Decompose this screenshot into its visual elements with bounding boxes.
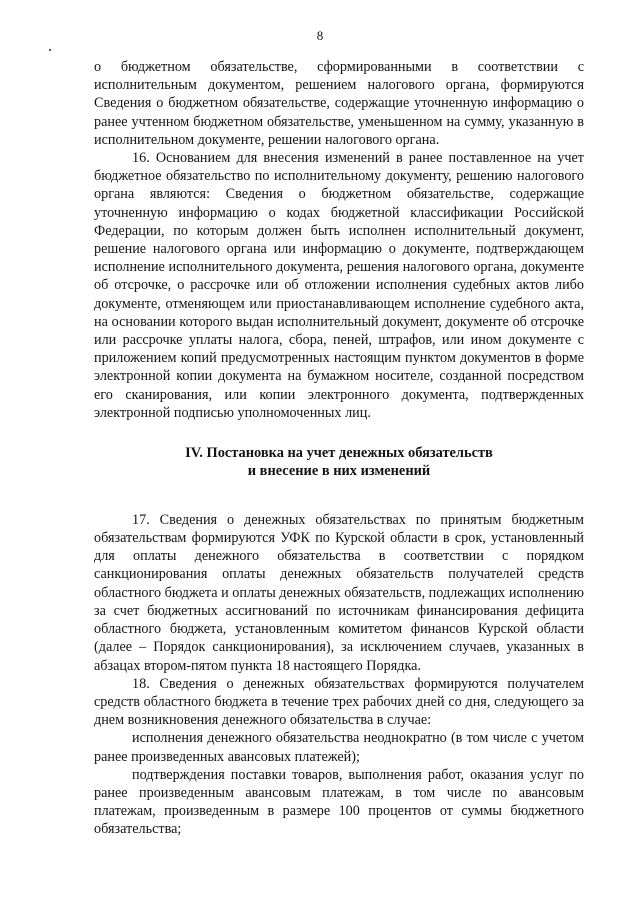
page-number: 8: [316, 28, 324, 43]
paragraph-continuation: о бюджетном обязательстве, сформированными в соответствии с исполнительным документом, решением налогового органа, формируются Сведения о бюджетном обязательстве, содержащие уточненную информацию о ранее учтенном бюджетном обязательстве, уменьшенном на сумму, указанную в исполнительном документе, решении налогового органа.: [94, 59, 584, 148]
section-heading: [94, 444, 584, 481]
paragraph-18-item-1: исполнения денежного обязательства неоднократно (в том числе с учетом ранее произведенных авансовых платежей);: [94, 730, 584, 765]
paragraph-18: 18. Сведения о денежных обязательствах формируются получателем средств областного бюджета в течение трех рабочих дней со дня, следующего за днем возникновения денежного обязательства в случае:: [94, 675, 584, 729]
section-heading-line-1: IV. Постановка на учет денежных обязательств: [185, 445, 493, 462]
section-heading-line-2: и внесение в них изменений: [247, 463, 431, 480]
paragraph-17: 17. Сведения о денежных обязательствах по принятым бюджетным обязательствам формируются УФК по Курской области в срок, установленный для оплаты денежного обязательства в соответствии с порядком санкционирования оплаты денежных обязательств получателей средств областного бюджета и оплаты денежных обязательств, подлежащих исполнению за счет бюджетных ассигнований по источникам финансирования дефицита областного бюджета, установленным комитетом финансов Курской области (далее – Порядок санкционирования), за исключением случаев, указанных в абзацах втором-пятом пункта 18 настоящего Порядка.: [94, 511, 584, 674]
paragraph-16: 16. Основанием для внесения изменений в ранее поставленное на учет бюджетное обязательство по исполнительному документу, решению налогового органа являются: Сведения о бюджетном обязательстве, содержащие уточненную информацию о кодах бюджетной классификации Российской Федерации, по которым должен быть исполнен исполнительный документ, решение налогового органа или информацию о документе, подтверждающем исполнение исполнительного документа, решения налогового органа, документе об отсрочке, о рассрочке или об отложении исполнения судебных актов либо документе, отменяющем или приостанавливающем исполнение судебного акта, на основании которого выдан исполнительный документ, документе об отсрочке или рассрочке уплаты налога, сбора, пеней, штрафов, или ином документе с приложением копий предусмотренных настоящим пунктом документов в форме электронной копии документа на бумажном носителе, созданной посредством его сканирования, или копии электронного документа, подтвержденных электронной подписью уполномоченных лиц.: [94, 150, 584, 421]
document-body: [94, 58, 584, 839]
paragraph-18-item-2: подтверждения поставки товаров, выполнения работ, оказания услуг по ранее произведенным авансовым платежам, в том числе по авансовым платежам, произведенным в размере 100 процентов от суммы бюджетного обязательства;: [94, 766, 584, 838]
scan-mark: [49, 49, 51, 51]
